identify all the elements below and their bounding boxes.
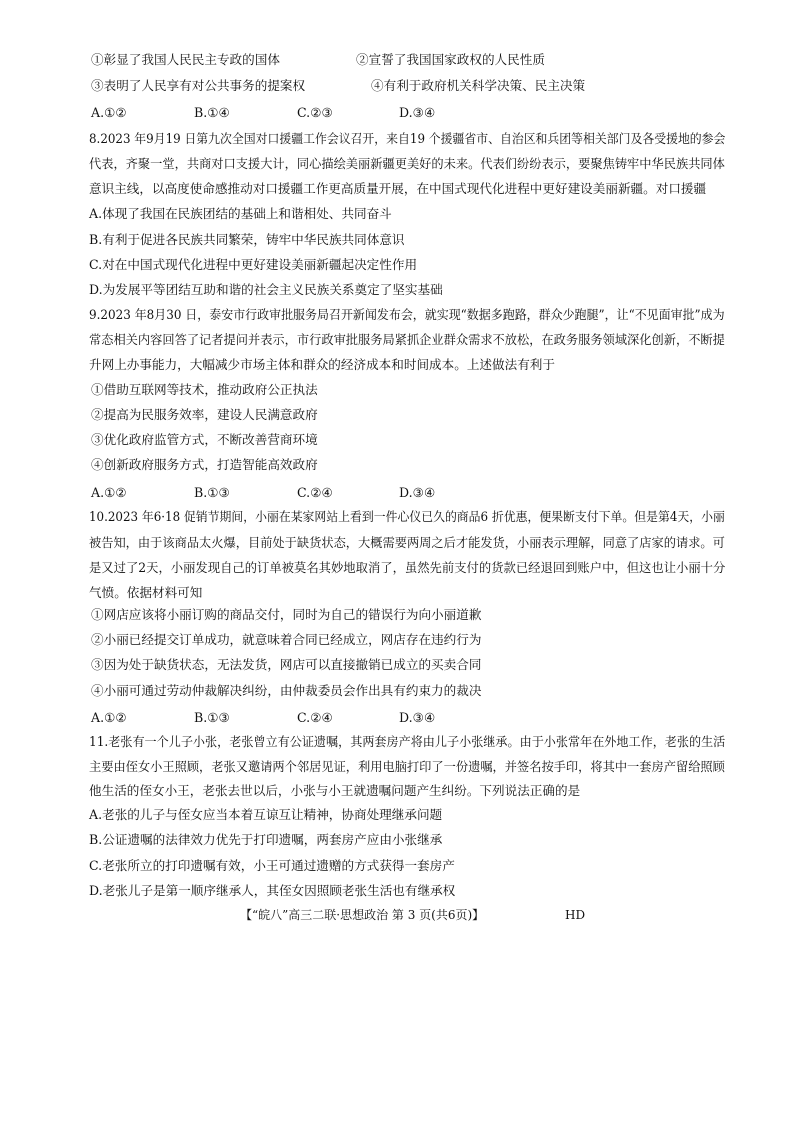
q7-choice-c: C.②③ — [297, 105, 333, 120]
q9-stem-line: 升网上办事能力，大幅减少市场主体和群众的经济成本和时间成本。上述做法有利于 — [89, 357, 555, 372]
q9-statement: ②提高为民服务效率，建设人民满意政府 — [91, 407, 318, 422]
q8-option-d: D.为发展平等团结互助和谐的社会主义民族关系奠定了坚实基础 — [89, 282, 443, 297]
footer-page-label: 【“皖八”高三二联·思想政治 第 3 页(共6页)】 — [240, 908, 485, 922]
q10-statement: ①网店应该将小丽订购的商品交付，同时为自己的错误行为向小丽道歉 — [91, 607, 482, 622]
q9-choice-a: A.①② — [91, 485, 127, 500]
q11-stem-line: 他生活的侄女小王，老张去世以后，小张与小王就遗嘱问题产生纠纷。下列说法正确的是 — [89, 783, 581, 798]
q7-statement: ②宣誓了我国国家政权的人民性质 — [356, 52, 545, 67]
q10-stem-line: 是又过了2天，小丽发现自己的订单被莫名其妙地取消了，虽然先前支付的货款已经退回到账户中，但这也让小丽十分 — [89, 560, 726, 575]
q8-stem-line: 8.2023 年9月19 日第九次全国对口援疆工作会议召开，来自19 个援疆省市、自治区和兵团等相关部门及各受援地的参会 — [89, 131, 726, 146]
q8-stem-line: 意识主线，以高度使命感推动对口援疆工作更高质量开展，在中国式现代化进程中更好建设美丽新疆。对口援疆 — [89, 181, 707, 196]
page-footer — [240, 906, 586, 924]
q8-option-a: A.体现了我国在民族团结的基础上和谐相处、共同奋斗 — [89, 206, 392, 221]
q9-statement: ④创新政府服务方式，打造智能高效政府 — [91, 457, 318, 472]
q9-statement: ①借助互联网等技术，推动政府公正执法 — [91, 382, 318, 397]
q10-statement: ②小丽已经提交订单成功，就意味着合同已经成立，网店存在违约行为 — [91, 632, 482, 647]
q11-option-a: A.老张的儿子与侄女应当本着互谅互让精神，协商处理继承问题 — [89, 807, 443, 822]
q7-statement: ③表明了人民享有对公共事务的提案权 — [91, 78, 306, 93]
q8-option-b: B.有利于促进各民族共同繁荣，铸牢中华民族共同体意识 — [89, 232, 405, 247]
q7-choice-a: A.①② — [91, 105, 127, 120]
q10-statement: ③因为处于缺货状态，无法发货，网店可以直接撤销已成立的买卖合同 — [91, 657, 482, 672]
q11-stem-line: 主要由侄女小王照顾，老张又邀请两个邻居见证，利用电脑打印了一份遗嘱，并签名按手印，将其中一套房产留给照顾 — [89, 759, 725, 774]
q7-choice-d: D.③④ — [399, 105, 436, 120]
q8-stem-line: 代表，齐聚一堂，共商对口支援大计，同心描绘美丽新疆更美好的未来。代表们纷纷表示，要聚焦铸牢中华民族共同体 — [89, 156, 725, 171]
q8-option-c: C.对在中国式现代化进程中更好建设美丽新疆起决定性作用 — [89, 257, 418, 272]
q11-option-d: D.老张儿子是第一顺序继承人，其侄女因照顾老张生活也有继承权 — [89, 883, 456, 898]
q11-option-c: C.老张所立的打印遗嘱有效，小王可通过遗赠的方式获得一套房产 — [89, 858, 455, 873]
footer-code: HD — [565, 908, 586, 922]
q10-choice-b: B.①③ — [194, 710, 230, 725]
q7-choice-b: B.①④ — [194, 105, 230, 120]
q10-statement: ④小丽可通过劳动仲裁解决纠纷，由仲裁委员会作出具有约束力的裁决 — [91, 683, 482, 698]
q9-choice-c: C.②④ — [297, 485, 333, 500]
q9-choice-d: D.③④ — [399, 485, 436, 500]
q11-stem-line: 11.老张有一个儿子小张，老张曾立有公证遗嘱，其两套房产将由儿子小张继承。由于小张常年在外地工作，老张的生活 — [89, 734, 726, 749]
q11-option-b: B.公证遗嘱的法律效力优先于打印遗嘱，两套房产应由小张继承 — [89, 832, 443, 847]
q9-choice-b: B.①③ — [194, 485, 230, 500]
q10-stem-line: 被告知，由于该商品太火爆，目前处于缺货状态，大概需要两周之后才能发货，小丽表示理解，同意了店家的请求。可 — [89, 535, 725, 550]
q9-statement: ③优化政府监管方式，不断改善营商环境 — [91, 432, 318, 447]
q7-statement: ①彰显了我国人民民主专政的国体 — [91, 52, 280, 67]
q7-statement: ④有利于政府机关科学决策、民主决策 — [371, 78, 586, 93]
q10-choice-d: D.③④ — [399, 710, 436, 725]
q10-choice-c: C.②④ — [297, 710, 333, 725]
q9-stem-line: 9.2023 年8月30 日，泰安市行政审批服务局召开新闻发布会，就实现“数据多跑路，群众少跑腿”，让“不见面审批”成为 — [89, 307, 725, 322]
q10-stem-line: 气愤。依据材料可知 — [89, 585, 203, 600]
q10-stem-line: 10.2023 年6·18 促销节期间，小丽在某家网站上看到一件心仪已久的商品6 折优惠，便果断支付下单。但是第4天，小丽 — [89, 509, 725, 524]
q9-stem-line: 常态相关内容回答了记者提问并表示，市行政审批服务局紧抓企业群众需求不放松，在政务服务领域深化创新，不断提 — [89, 332, 725, 347]
q10-choice-a: A.①② — [91, 710, 127, 725]
